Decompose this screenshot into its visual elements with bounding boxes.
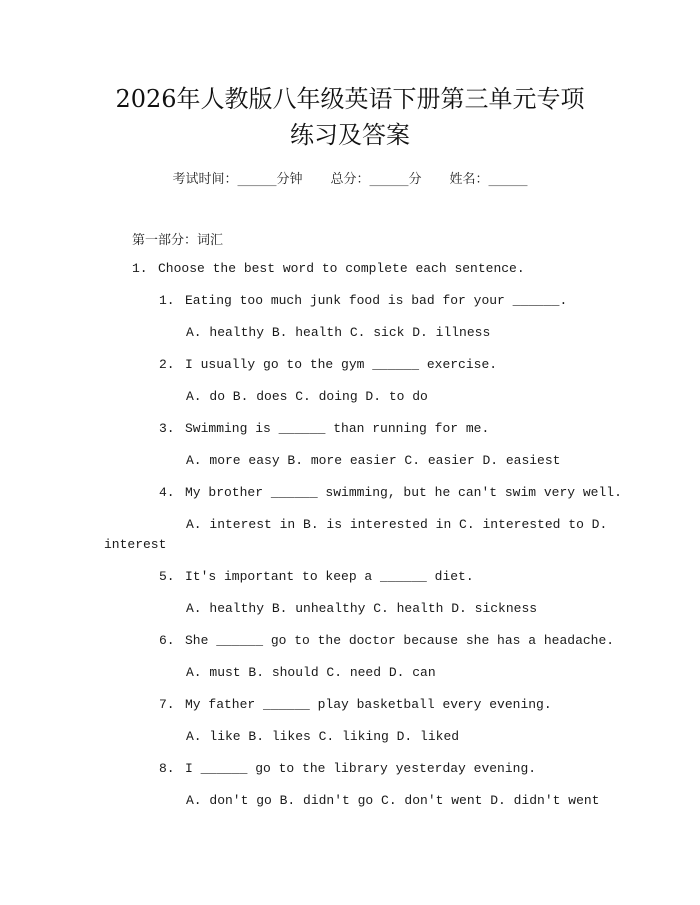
item-text: It's important to keep a ______ diet. [185, 569, 474, 584]
item-options: A. more easy B. more easier C. easier D. easiest [186, 453, 561, 468]
list-item [159, 761, 536, 776]
item-number: 4. [159, 485, 175, 500]
list-item [159, 633, 614, 648]
item-number: 6. [159, 633, 175, 648]
list-item [159, 357, 497, 372]
item-text: My father ______ play basketball every evening. [185, 697, 552, 712]
item-number: 7. [159, 697, 175, 712]
exam-score: 总分：______分 [330, 172, 422, 187]
item-options: A. healthy B. health C. sick D. illness [186, 325, 491, 340]
document-title-line-2: 练习及答案 [290, 121, 410, 149]
item-number: 1. [159, 293, 175, 308]
item-text: She ______ go to the doctor because she has a headache. [185, 633, 615, 648]
exam-name: 姓名：______ [449, 172, 528, 187]
item-text: My brother ______ swimming, but he can't swim very well. [185, 485, 622, 500]
list-item [159, 293, 567, 308]
document-title-line-1: 2026年人教版八年级英语下册第三单元专项 [115, 85, 585, 113]
question-number: 1. [132, 261, 148, 276]
list-item [159, 485, 622, 500]
item-options: A. interest in B. is interested in C. interested to D. [186, 517, 608, 532]
question-1 [132, 261, 525, 276]
item-text: I usually go to the gym ______ exercise. [185, 357, 498, 372]
item-options: A. must B. should C. need D. can [186, 665, 436, 680]
exam-meta [0, 168, 700, 187]
item-options: A. healthy B. unhealthy C. health D. sickness [186, 601, 538, 616]
list-item [159, 697, 552, 712]
item-number: 3. [159, 421, 175, 436]
exam-time: 考试时间：______分钟 [172, 172, 303, 187]
item-options: A. don't go B. didn't go C. don't went D. didn't went [186, 793, 600, 808]
item-text: Swimming is ______ than running for me. [185, 421, 490, 436]
item-options: A. like B. likes C. liking D. liked [186, 729, 460, 744]
item-options: A. do B. does C. doing D. to do [186, 389, 428, 404]
item-number: 5. [159, 569, 175, 584]
item-text: Eating too much junk food is bad for your ______. [185, 293, 568, 308]
section-heading: 第一部分：词汇 [132, 233, 224, 248]
item-number: 2. [159, 357, 175, 372]
list-item [159, 569, 474, 584]
item-options-continued: interest [104, 537, 167, 552]
item-text: I ______ go to the library yesterday evening. [185, 761, 537, 776]
question-text: Choose the best word to complete each sentence. [158, 261, 525, 276]
list-item [159, 421, 489, 436]
item-number: 8. [159, 761, 175, 776]
